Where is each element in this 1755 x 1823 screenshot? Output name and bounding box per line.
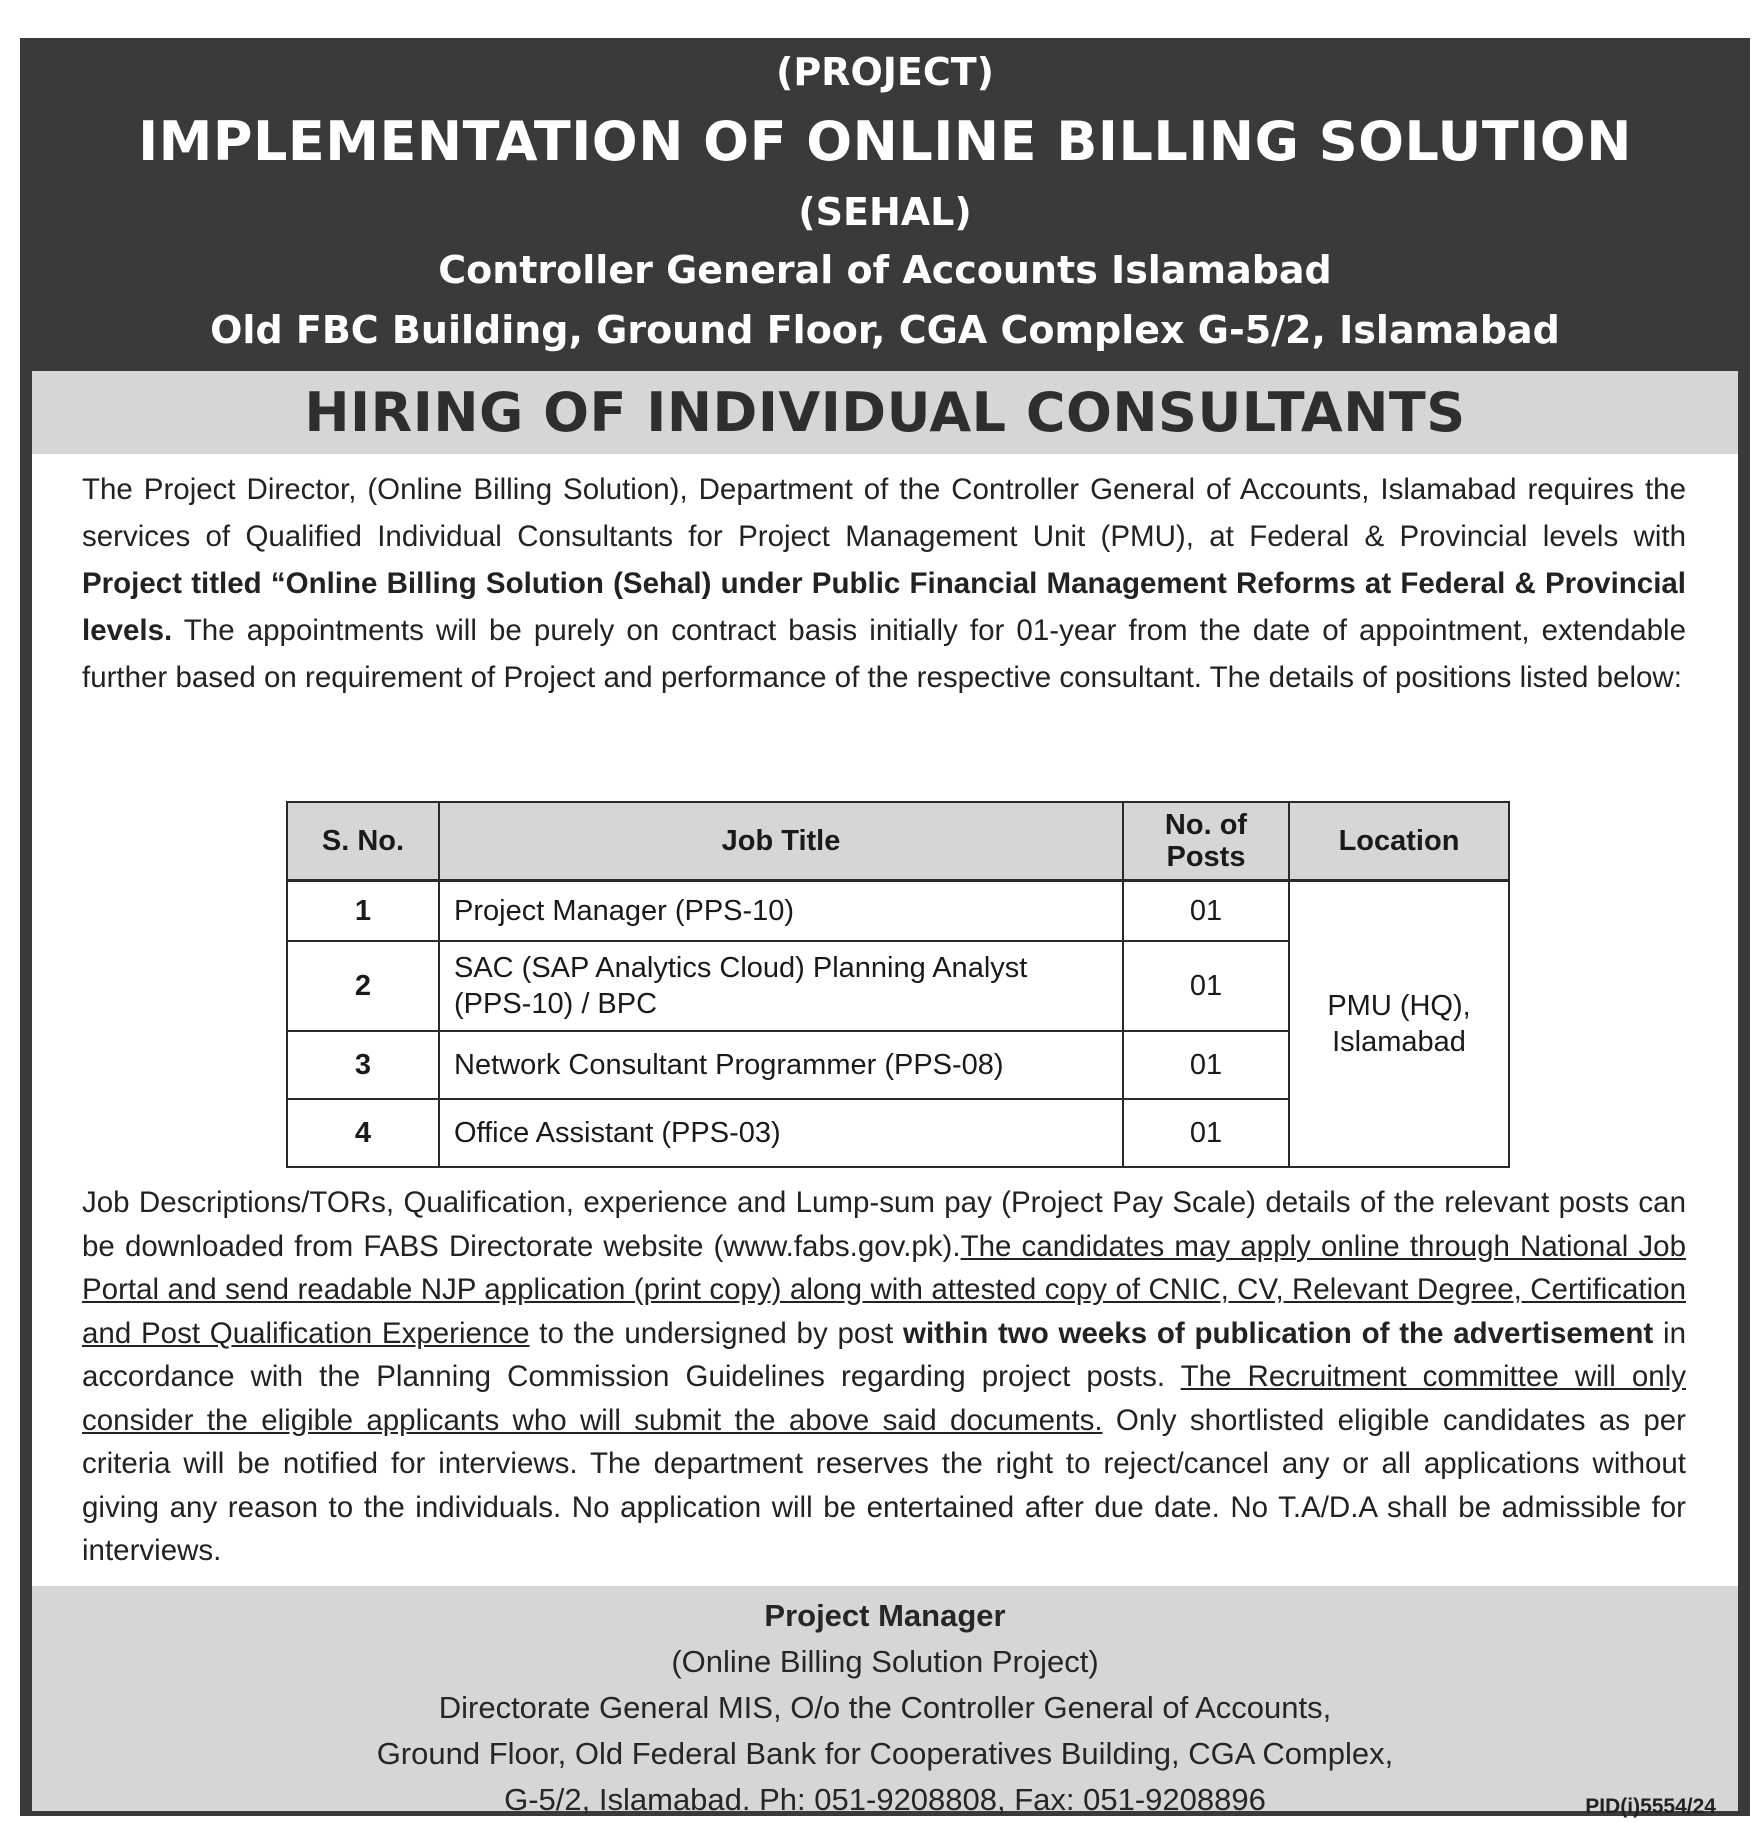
footer-directorate: Directorate General MIS, O/o the Controller General of Accounts, [438, 1690, 1332, 1725]
details-text-4: Only shortlisted eligible candidates as per criteria will be notified for interviews. The department reserves the right to reject/cancel any or all applications without giving any reason to the individuals. No application will be entertained after due date. No T.A/D.A shall be admissible for interviews. [82, 1403, 1687, 1567]
advertisement-frame [20, 38, 1750, 1816]
advertisement-body [32, 371, 1738, 1818]
table-row [287, 881, 1509, 942]
contact-footer [32, 1586, 1738, 1817]
details-apply-instructions: The candidates may apply online through National Job Portal and send readable NJP application (print copy) along with attested copy of CNIC, CV, Relevant Degree, Certification and Post Qualification Experience [82, 1229, 1686, 1350]
intro-project-title: Project titled “Online Billing Solution (Sehal) under Public Financial Management Reforms at Federal & Provincial levels. [82, 567, 1686, 647]
project-subtitle: (SEHAL) [798, 190, 972, 234]
positions-table [286, 801, 1510, 1168]
row-posts: 01 [1123, 881, 1289, 942]
details-deadline: within two weeks of publication of the advertisement [903, 1316, 1654, 1350]
row-job-title: Office Assistant (PPS-03) [439, 1099, 1123, 1167]
row-sno: 2 [287, 941, 439, 1031]
row-job-title: Network Consultant Programmer (PPS-08) [439, 1031, 1123, 1099]
row-posts: 01 [1123, 1099, 1289, 1167]
header-posts [1123, 802, 1289, 881]
pid-number: PID(i)5554/24 [1585, 1795, 1716, 1818]
details-committee-note: The Recruitment committee will only consider the eligible applicants who will submit the above said documents. [82, 1360, 1686, 1437]
row-sno: 3 [287, 1031, 439, 1099]
intro-text-2: The appointments will be purely on contract basis initially for 01-year from the date of appointment, extendable further based on requirement of Project and performance of the respective consultant. The details of positions listed below: [82, 614, 1686, 694]
row-job-title-line2: (PPS-10) / BPC [454, 988, 658, 1020]
hiring-heading-band [32, 371, 1738, 454]
footer-designation: Project Manager [764, 1598, 1006, 1633]
details-paragraph [82, 1181, 1686, 1573]
header-posts-line1: No. of [1164, 809, 1248, 841]
row-posts: 01 [1123, 941, 1289, 1031]
details-text-1: Job Descriptions/TORs, Qualification, experience and Lump-sum pay (Project Pay Scale) details of the relevant posts can be downloaded from FABS Directorate website (www.fabs.gov.pk). [82, 1186, 1686, 1263]
header-location: Location [1289, 802, 1509, 881]
row-job-title: Project Manager (PPS-10) [439, 881, 1123, 942]
project-label: (PROJECT) [775, 50, 995, 94]
footer-project: (Online Billing Solution Project) [671, 1644, 1099, 1679]
row-job-title [439, 941, 1123, 1031]
intro-text-1: The Project Director, (Online Billing Solution), Department of the Controller General of Accounts, Islamabad requires the services of Qualified Individual Consultants for Project Management Unit (PMU), at Federal & Provincial levels with [82, 473, 1686, 553]
header-sno: S. No. [287, 802, 439, 881]
row-posts: 01 [1123, 1031, 1289, 1099]
header-job-title: Job Title [439, 802, 1123, 881]
organization-name: Controller General of Accounts Islamabad [438, 248, 1332, 292]
row-sno: 1 [287, 881, 439, 942]
details-text-3: in accordance with the Planning Commission Guidelines regarding project posts. [82, 1316, 1686, 1393]
intro-paragraph [82, 466, 1686, 701]
details-text-2: to the undersigned by post [529, 1316, 904, 1350]
location-line1: PMU (HQ), [1327, 990, 1471, 1022]
row-sno: 4 [287, 1099, 439, 1167]
project-title: IMPLEMENTATION OF ONLINE BILLING SOLUTION [138, 110, 1632, 173]
header-posts-line2: Posts [1166, 841, 1246, 873]
hiring-heading: HIRING OF INDIVIDUAL CONSULTANTS [304, 381, 1466, 444]
table-header-row [287, 802, 1509, 881]
organization-address: Old FBC Building, Ground Floor, CGA Complex G-5/2, Islamabad [210, 308, 1560, 352]
row-job-title-line1: SAC (SAP Analytics Cloud) Planning Analyst [454, 952, 1028, 984]
location-cell [1289, 881, 1509, 1168]
header-block [20, 38, 1750, 368]
footer-city-contact: G-5/2, Islamabad. Ph: 051-9208808, Fax: 051-9208896 [504, 1782, 1266, 1817]
footer-building: Ground Floor, Old Federal Bank for Cooperatives Building, CGA Complex, [376, 1736, 1394, 1771]
location-line2: Islamabad [1332, 1026, 1466, 1058]
